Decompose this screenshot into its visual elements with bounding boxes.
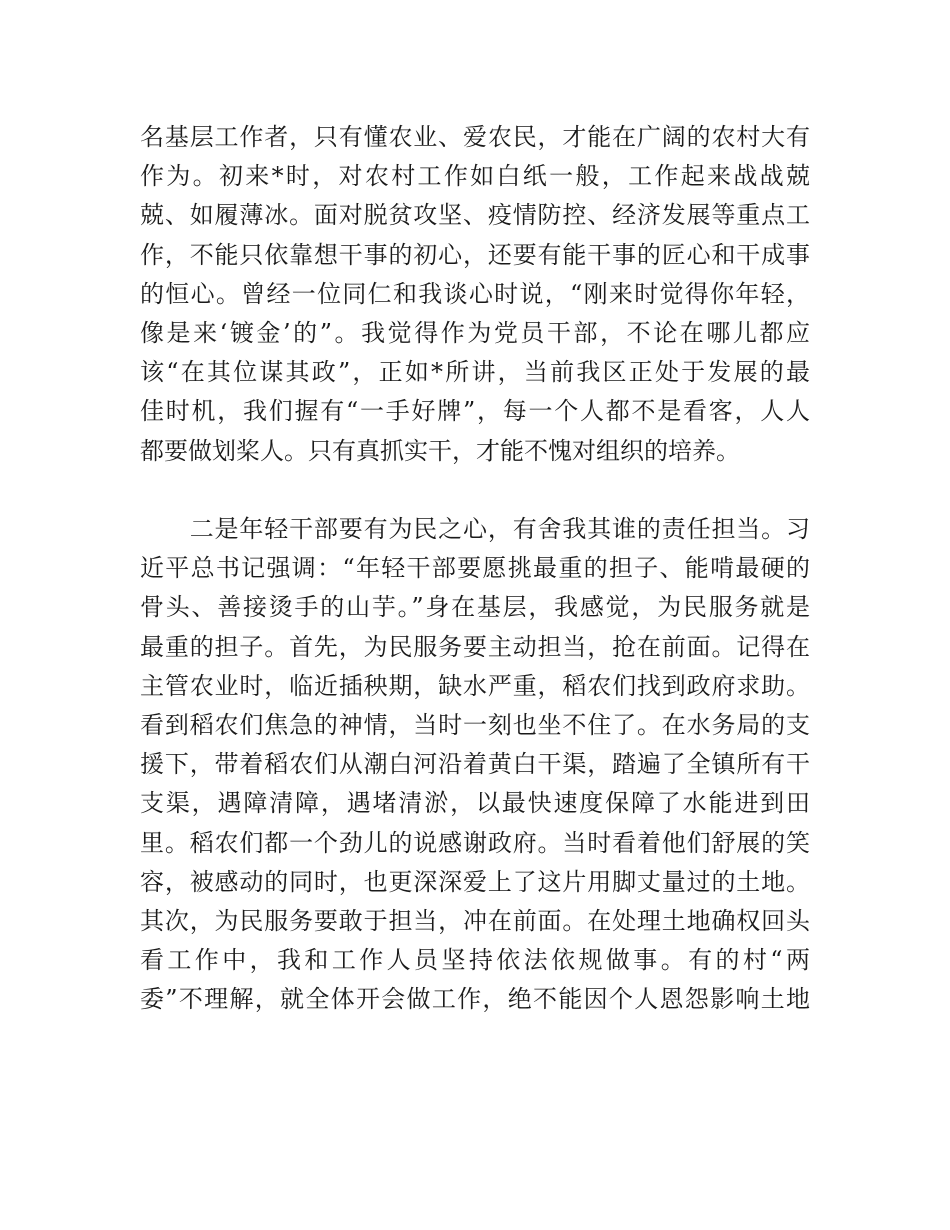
text-line: 其次，为民服务要敢于担当，冲在前面。在处理土地确权回头 <box>140 906 810 935</box>
text-line: 二是年轻干部要有为民之心，有舍我其谁的责任担当。习 <box>140 515 810 543</box>
text-line: 主管农业时，临近插秧期，缺水严重，稻农们找到政府求助。 <box>140 671 810 700</box>
text-line: 看工作中，我和工作人员坚持依法依规做事。有的村“两 <box>140 946 810 975</box>
paragraph-1 <box>140 118 810 471</box>
text-line: 里。稻农们都一个劲儿的说感谢政府。当时看着他们舒展的笑 <box>140 828 810 857</box>
text-line: 作，不能只依靠想干事的初心，还要有能干事的匠心和干成事 <box>140 240 810 269</box>
text-line: 支渠，遇障清障，遇堵清淤，以最快速度保障了水能进到田 <box>140 789 810 818</box>
text-line: 近平总书记强调：“年轻干部要愿挑最重的担子、能啃最硬的 <box>140 554 810 583</box>
text-line: 该“在其位谋其政”，正如*所讲，当前我区正处于发展的最 <box>140 358 810 387</box>
text-line: 名基层工作者，只有懂农业、爱农民，才能在广阔的农村大有 <box>140 123 810 151</box>
text-line: 容，被感动的同时，也更深深爱上了这片用脚丈量过的土地。 <box>140 867 810 896</box>
text-line: 骨头、善接烫手的山芋。”身在基层，我感觉，为民服务就是 <box>140 593 810 622</box>
text-line: 兢、如履薄冰。面对脱贫攻坚、疫情防控、经济发展等重点工 <box>140 201 810 230</box>
text-line: 最重的担子。首先，为民服务要主动担当，抢在前面。记得在 <box>140 632 810 661</box>
text-line: 像是来‘镀金’的”。我觉得作为党员干部，不论在哪儿都应 <box>140 318 810 347</box>
paragraph-2 <box>140 510 810 1019</box>
text-line: 都要做划桨人。只有真抓实干，才能不愧对组织的培养。 <box>140 436 740 465</box>
text-line: 看到稻农们焦急的神情，当时一刻也坐不住了。在水务局的支 <box>140 710 810 739</box>
text-line: 援下，带着稻农们从潮白河沿着黄白干渠，踏遍了全镇所有干 <box>140 750 810 779</box>
text-line: 的恒心。曾经一位同仁和我谈心时说，“刚来时觉得你年轻， <box>140 279 810 308</box>
text-line: 委”不理解，就全体开会做工作，绝不能因个人恩怨影响土地 <box>140 985 810 1014</box>
text-line: 作为。初来*时，对农村工作如白纸一般，工作起来战战兢 <box>140 162 810 191</box>
text-line: 佳时机，我们握有“一手好牌”，每一个人都不是看客，人人 <box>140 397 810 426</box>
